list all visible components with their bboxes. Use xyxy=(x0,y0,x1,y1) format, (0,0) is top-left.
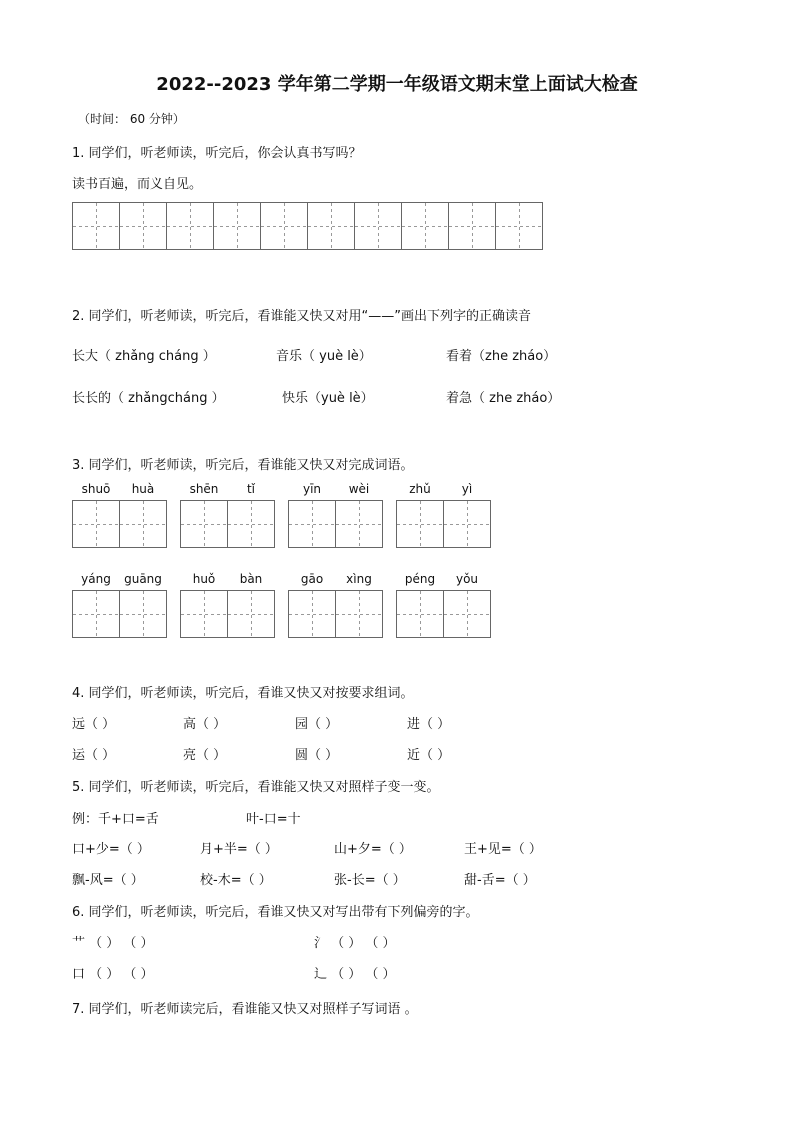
writing-cell[interactable] xyxy=(227,500,275,548)
q2-item[interactable]: 音乐（ yuè lè） xyxy=(276,349,372,364)
writing-cell[interactable] xyxy=(335,500,383,548)
writing-cell[interactable] xyxy=(119,590,167,638)
writing-cell[interactable] xyxy=(307,202,355,250)
q4-item[interactable]: 亮（ ） xyxy=(183,748,227,763)
time-limit: （时间： 60 分钟） xyxy=(78,112,185,126)
q2-item[interactable]: 看着（zhe zháo） xyxy=(446,349,557,364)
pinyin-label: péng xyxy=(404,572,436,586)
writing-cell[interactable] xyxy=(443,590,491,638)
writing-cell[interactable] xyxy=(166,202,214,250)
q5-item[interactable]: 月+半=（ ） xyxy=(200,842,278,857)
pinyin-label: xìng xyxy=(346,572,372,586)
q2-item[interactable]: 快乐（yuè lè） xyxy=(282,391,374,406)
writing-cell[interactable] xyxy=(213,202,261,250)
pinyin-label: guāng xyxy=(124,572,162,586)
q5-item[interactable]: 飘-风=（ ） xyxy=(72,873,144,888)
q5-item[interactable]: 校-木=（ ） xyxy=(200,873,272,888)
q5-item[interactable]: 山+夕=（ ） xyxy=(334,842,412,857)
q4-item[interactable]: 圆（ ） xyxy=(295,748,339,763)
q4-item[interactable]: 进（ ） xyxy=(407,717,451,732)
writing-cell[interactable] xyxy=(288,500,336,548)
pinyin-label: yáng xyxy=(81,572,111,586)
q6-heading: 6. 同学们，听老师读，听完后，看谁又快又对写出带有下列偏旁的字。 xyxy=(72,905,479,920)
writing-cell[interactable] xyxy=(448,202,496,250)
q5-example: 叶-口=十 xyxy=(246,812,301,827)
writing-cell[interactable] xyxy=(227,590,275,638)
writing-cell[interactable] xyxy=(72,590,120,638)
writing-cell[interactable] xyxy=(72,500,120,548)
q1-sentence: 读书百遍，而义自见。 xyxy=(72,177,203,192)
q1-heading: 1. 同学们，听老师读，听完后，你会认真书写吗？ xyxy=(72,146,362,161)
q2-item[interactable]: 长长的（ zhǎngcháng ） xyxy=(72,391,225,406)
pinyin-label: tǐ xyxy=(246,482,256,496)
q6-item[interactable]: 口 （ ） （ ） xyxy=(72,967,154,982)
q2-heading: 2. 同学们，听老师读，听完后，看谁能又快又对用“——”画出下列字的正确读音 xyxy=(72,309,532,324)
q2-item[interactable]: 着急（ zhe zháo） xyxy=(446,391,561,406)
q3-heading: 3. 同学们，听老师读，听完后，看谁能又快又对完成词语。 xyxy=(72,458,414,473)
q4-heading: 4. 同学们，听老师读，听完后，看谁又快又对按要求组词。 xyxy=(72,686,414,701)
writing-cell[interactable] xyxy=(180,500,228,548)
q6-item[interactable]: 氵 （ ） （ ） xyxy=(314,936,396,951)
q1-writing-grid[interactable] xyxy=(72,202,542,250)
writing-cell[interactable] xyxy=(354,202,402,250)
pinyin-label: bàn xyxy=(239,572,263,586)
q5-item[interactable]: 口+少=（ ） xyxy=(72,842,150,857)
writing-cell[interactable] xyxy=(119,202,167,250)
pinyin-label: shuō xyxy=(81,482,111,496)
pinyin-label: yì xyxy=(461,482,473,496)
writing-cell[interactable] xyxy=(396,590,444,638)
writing-cell[interactable] xyxy=(72,202,120,250)
q4-item[interactable]: 运（ ） xyxy=(72,748,116,763)
writing-cell[interactable] xyxy=(288,590,336,638)
writing-cell[interactable] xyxy=(443,500,491,548)
pinyin-label: wèi xyxy=(348,482,370,496)
pinyin-label: huà xyxy=(131,482,155,496)
q4-item[interactable]: 近（ ） xyxy=(407,748,451,763)
writing-cell[interactable] xyxy=(180,590,228,638)
q5-item[interactable]: 王+见=（ ） xyxy=(464,842,542,857)
pinyin-label: yǒu xyxy=(455,572,479,586)
pinyin-label: zhǔ xyxy=(409,482,431,496)
writing-cell[interactable] xyxy=(335,590,383,638)
q4-item[interactable]: 园（ ） xyxy=(295,717,339,732)
q7-heading: 7. 同学们，听老师读完后，看谁能又快又对照样子写词语 。 xyxy=(72,1002,418,1017)
writing-cell[interactable] xyxy=(396,500,444,548)
writing-cell[interactable] xyxy=(495,202,543,250)
writing-cell[interactable] xyxy=(401,202,449,250)
q4-item[interactable]: 高（ ） xyxy=(183,717,227,732)
q2-item[interactable]: 长大（ zhǎng cháng ） xyxy=(72,349,216,364)
q5-item[interactable]: 张-长=（ ） xyxy=(334,873,406,888)
q5-heading: 5. 同学们，听老师读，听完后，看谁能又快又对照样子变一变。 xyxy=(72,780,440,795)
writing-cell[interactable] xyxy=(260,202,308,250)
pinyin-label: shēn xyxy=(189,482,219,496)
q6-item[interactable]: 艹 （ ） （ ） xyxy=(72,936,154,951)
page-title: 2022--2023 学年第二学期一年级语文期末堂上面试大检查 xyxy=(156,74,638,95)
pinyin-label: gāo xyxy=(300,572,324,586)
q4-item[interactable]: 远（ ） xyxy=(72,717,116,732)
pinyin-label: huǒ xyxy=(192,572,216,586)
q5-example: 例：千+口=舌 xyxy=(72,812,159,827)
q6-item[interactable]: 辶 （ ） （ ） xyxy=(314,967,396,982)
writing-cell[interactable] xyxy=(119,500,167,548)
q5-item[interactable]: 甜-舌=（ ） xyxy=(464,873,536,888)
pinyin-label: yīn xyxy=(302,482,322,496)
